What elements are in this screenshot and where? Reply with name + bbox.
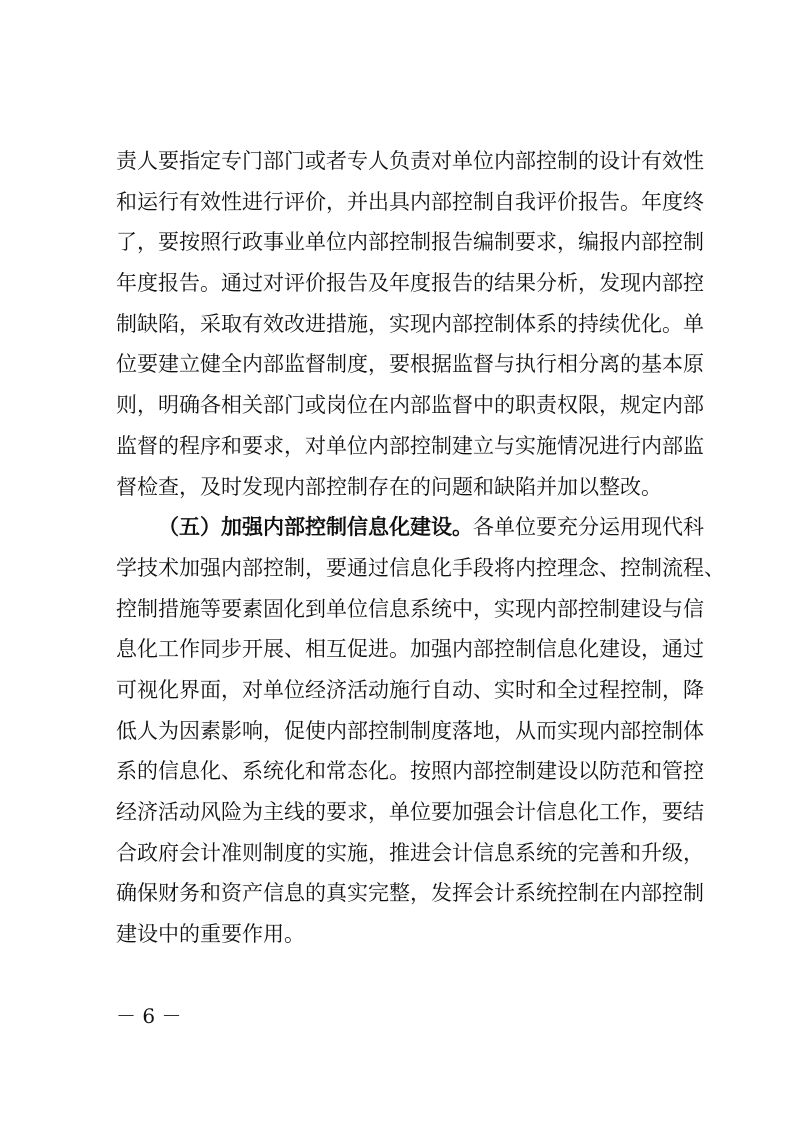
text-line: 位要建立健全内部监督制度，要根据监督与执行相分离的基本原 <box>116 352 704 377</box>
paragraph-evaluation-supervision <box>116 141 704 507</box>
text-line: 确保财务和资产信息的真实完整，发挥会计系统控制在内部控制 <box>116 881 704 906</box>
text-line: 责人要指定专门部门或者专人负责对单位内部控制的设计有效性 <box>116 149 704 173</box>
text-line: 经济活动风险为主线的要求，单位要加强会计信息化工作，要结 <box>116 800 704 824</box>
text-line: 学技术加强内部控制，要通过信息化手段将内控理念、控制流程、 <box>116 555 725 580</box>
text-line: 控制措施等要素固化到单位信息系统中，实现内部控制建设与信 <box>116 596 704 621</box>
section-heading-five: （五）加强内部控制信息化建设。 <box>158 515 473 540</box>
text-line: 则，明确各相关部门或岗位在内部监督中的职责权限，规定内部 <box>116 393 704 418</box>
page-number: － 6 － <box>116 1004 182 1028</box>
text-line: 督检查，及时发现内部控制存在的问题和缺陷并加以整改。 <box>116 474 662 499</box>
text-line: 了，要按照行政事业单位内部控制报告编制要求，编报内部控制 <box>116 230 704 255</box>
document-body <box>116 141 725 955</box>
text-line: 制缺陷，采取有效改进措施，实现内部控制体系的持续优化。单 <box>116 311 704 336</box>
text-line: 可视化界面，对单位经济活动施行自动、实时和全过程控制，降 <box>116 677 704 702</box>
text-line: 合政府会计准则制度的实施，推进会计信息系统的完善和升级， <box>116 840 704 865</box>
text-line: 年度报告。通过对评价报告及年度报告的结果分析，发现内部控 <box>116 271 704 296</box>
text-line: 系的信息化、系统化和常态化。按照内部控制建设以防范和管控 <box>116 759 704 784</box>
text-line: 息化工作同步开展、相互促进。加强内部控制信息化建设，通过 <box>116 637 704 662</box>
text-line: 低人为因素影响，促使内部控制制度落地，从而实现内部控制体 <box>116 718 704 743</box>
text-line: 和运行有效性进行评价，并出具内部控制自我评价报告。年度终 <box>116 189 704 214</box>
paragraph-informatization <box>116 507 725 955</box>
text-line: 监督的程序和要求，对单位内部控制建立与实施情况进行内部监 <box>116 433 704 458</box>
heading-line-text: 各单位要充分运用现代科 <box>473 515 704 540</box>
text-line: 建设中的重要作用。 <box>116 922 305 947</box>
text-line-with-heading <box>116 507 704 548</box>
